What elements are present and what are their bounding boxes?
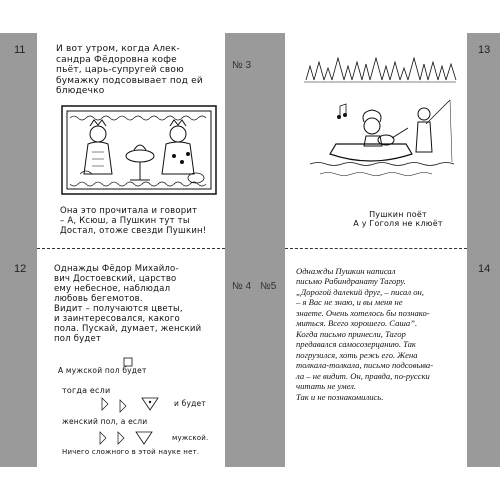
center-gutter [225,33,285,467]
page-12-line-c: и будет [174,399,206,408]
spread-divider-left [37,248,225,249]
page-11-text-bottom: Она это прочитала и говорит – А, Ксюш, а Пушкин тут ты Достал, отоже свезди Пушкин! [60,206,207,237]
section-label-5: №5 [260,281,277,292]
page-12-line-f: Ничего сложного в этой науке нет. [62,448,200,456]
page-11-text-top: И вот утром, когда Алек- сандра Фёдоровна кофе пьёт, царь-супругей свою бумажку подсовывает под ей блюдечко [56,44,203,97]
page-12-line-e: мужской. [172,434,209,442]
page-number-11: 11 [14,44,26,56]
spread-divider-right [285,248,467,249]
page-12-text: Однажды Фёдор Михайло- вич Достоевский, царство ему небесное, наблюдал любовь бегемотов. Видит – получаются цветы, и заинтересовался, какого пола. Пускай, думает, женский пол будет [54,264,202,345]
left-gutter [0,33,37,467]
triangle-diagram-2 [96,428,176,448]
page-number-13: 13 [478,44,491,56]
page-number-12: 12 [14,263,27,275]
page-12-line-b: тогда если [62,386,111,395]
section-label-3: № 3 [232,60,252,71]
tsar-illustration [60,104,218,196]
page-12-line-a: А мужской пол будет [58,366,147,375]
page-12-line-d: женский пол, а если [62,417,148,426]
page-13-caption: Пушкин поёт А у Гоголя не клюёт [353,210,443,229]
page-14-text: Однажды Пушкин написал письмо Рабиндранату Тагору. „Дорогой далекий друг, – писал он, – я Вас не знаю, и вы меня не знаете. Очень хотелось бы познако- миться. Всего хорошего. Саша”. Когда письмо принесли, Тагор предавался самосозерцанию. Так погрузился, хоть режь его. Жена толкала-толкала, письмо подсовыва- ла – не видит. Он, правда, по-русски читать не умел. Так и не познакомились. [296,266,434,402]
section-label-4: № 4 [232,281,252,292]
pushkin-boat-illustration [300,42,460,192]
right-gutter [467,33,500,467]
page-number-14: 14 [478,263,491,275]
